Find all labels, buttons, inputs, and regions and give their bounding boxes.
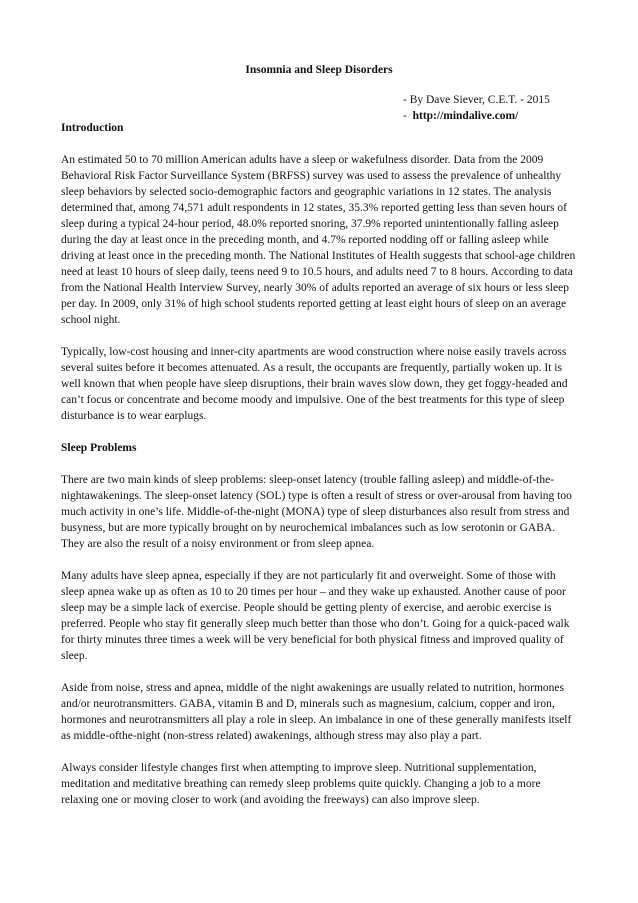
paragraph: An estimated 50 to 70 million American adults have a sleep or wakefulness disorder. Data from the 2009 Behavioral Risk Factor Surveillance System (BRFSS) survey was used to assess the prevalence of unhealthy sleep behaviors by selected socio-demographic factors and geographic variations in 12 states. The analysis determined that, among 74,571 adult respondents in 12 states, 35.3% reported getting less than seven hours of sleep during a typical 24-hour period, 48.0% reported snoring, 37.9% reported unintentionally falling asleep during the day at least once in the preceding month, and 4.7% reported nodding off or falling asleep while driving at least once in the preceding month. The National Institutes of Health suggests that school-age children need at least 10 hours of sleep daily, teens need 9 to 10.5 hours, and adults need 7 to 8 hours. According to data from the National Health Interview Survey, nearly 30% of adults reported an average of six hours or less sleep per day. In 2009, only 31% of high school students reported getting at least eight hours of sleep on an average school night. <box>61 154 576 326</box>
document-body <box>61 120 581 824</box>
section-heading-introduction: Introduction <box>61 122 124 134</box>
section-heading-sleep-problems: Sleep Problems <box>61 442 137 454</box>
author-byline: - By Dave Siever, C.E.T. - 2015 <box>403 94 550 106</box>
author-url-link[interactable]: http://mindalive.com/ <box>412 110 519 122</box>
document-title: Insomnia and Sleep Disorders <box>245 64 393 76</box>
paragraph: Aside from noise, stress and apnea, middle of the night awakenings are usually related to nutrition, hormones and/or neurotransmitters. GABA, vitamin B and D, minerals such as magnesium, calcium, copper and iron, hormones and neurotransmitters all play a role in sleep. An imbalance in one of these generally manifests itself as middle-ofthe-night (non-stress related) awakenings, although stress may also play a part. <box>61 682 572 742</box>
paragraph: Typically, low-cost housing and inner-city apartments are wood construction where noise easily travels across several suites before it becomes attenuated. As a result, the occupants are frequently, partially woken up. It is well known that when people have sleep disruptions, their brain waves slow down, they get foggy-headed and can’t focus or concentrate and become moody and impulsive. One of the best treatments for this type of sleep disturbance is to wear earplugs. <box>61 346 568 422</box>
url-prefix: - <box>403 110 407 122</box>
paragraph: Always consider lifestyle changes first when attempting to improve sleep. Nutritional supplementation, meditation and meditative breathing can remedy sleep problems quite quickly. Changing a job to a more relaxing one or moving closer to work (and avoiding the freeways) can also improve sleep. <box>61 762 541 806</box>
paragraph: Many adults have sleep apnea, especially if they are not particularly fit and overweight. Some of those with sleep apnea wake up as often as 10 to 20 times per hour – and they wake up exhausted. Another cause of poor sleep may be a simple lack of exercise. People should be getting plenty of exercise, and aerobic exercise is preferred. People who stay fit generally sleep much better than those who don’t. Going for a quick-paced walk for thirty minutes three times a week will be very beneficial for both physical fitness and improved quality of sleep. <box>61 570 570 662</box>
paragraph: There are two main kinds of sleep problems: sleep-onset latency (trouble falling asleep) and middle-of-the-nightawakenings. The sleep-onset latency (SOL) type is often a result of stress or over-arousal from having too much activity in one’s life. Middle-of-the-night (MONA) type of sleep disturbances also result from stress and busyness, but are more typically brought on by neurochemical imbalances such as low serotonin or GABA. They are also the result of a noisy environment or from sleep apnea. <box>61 474 572 550</box>
